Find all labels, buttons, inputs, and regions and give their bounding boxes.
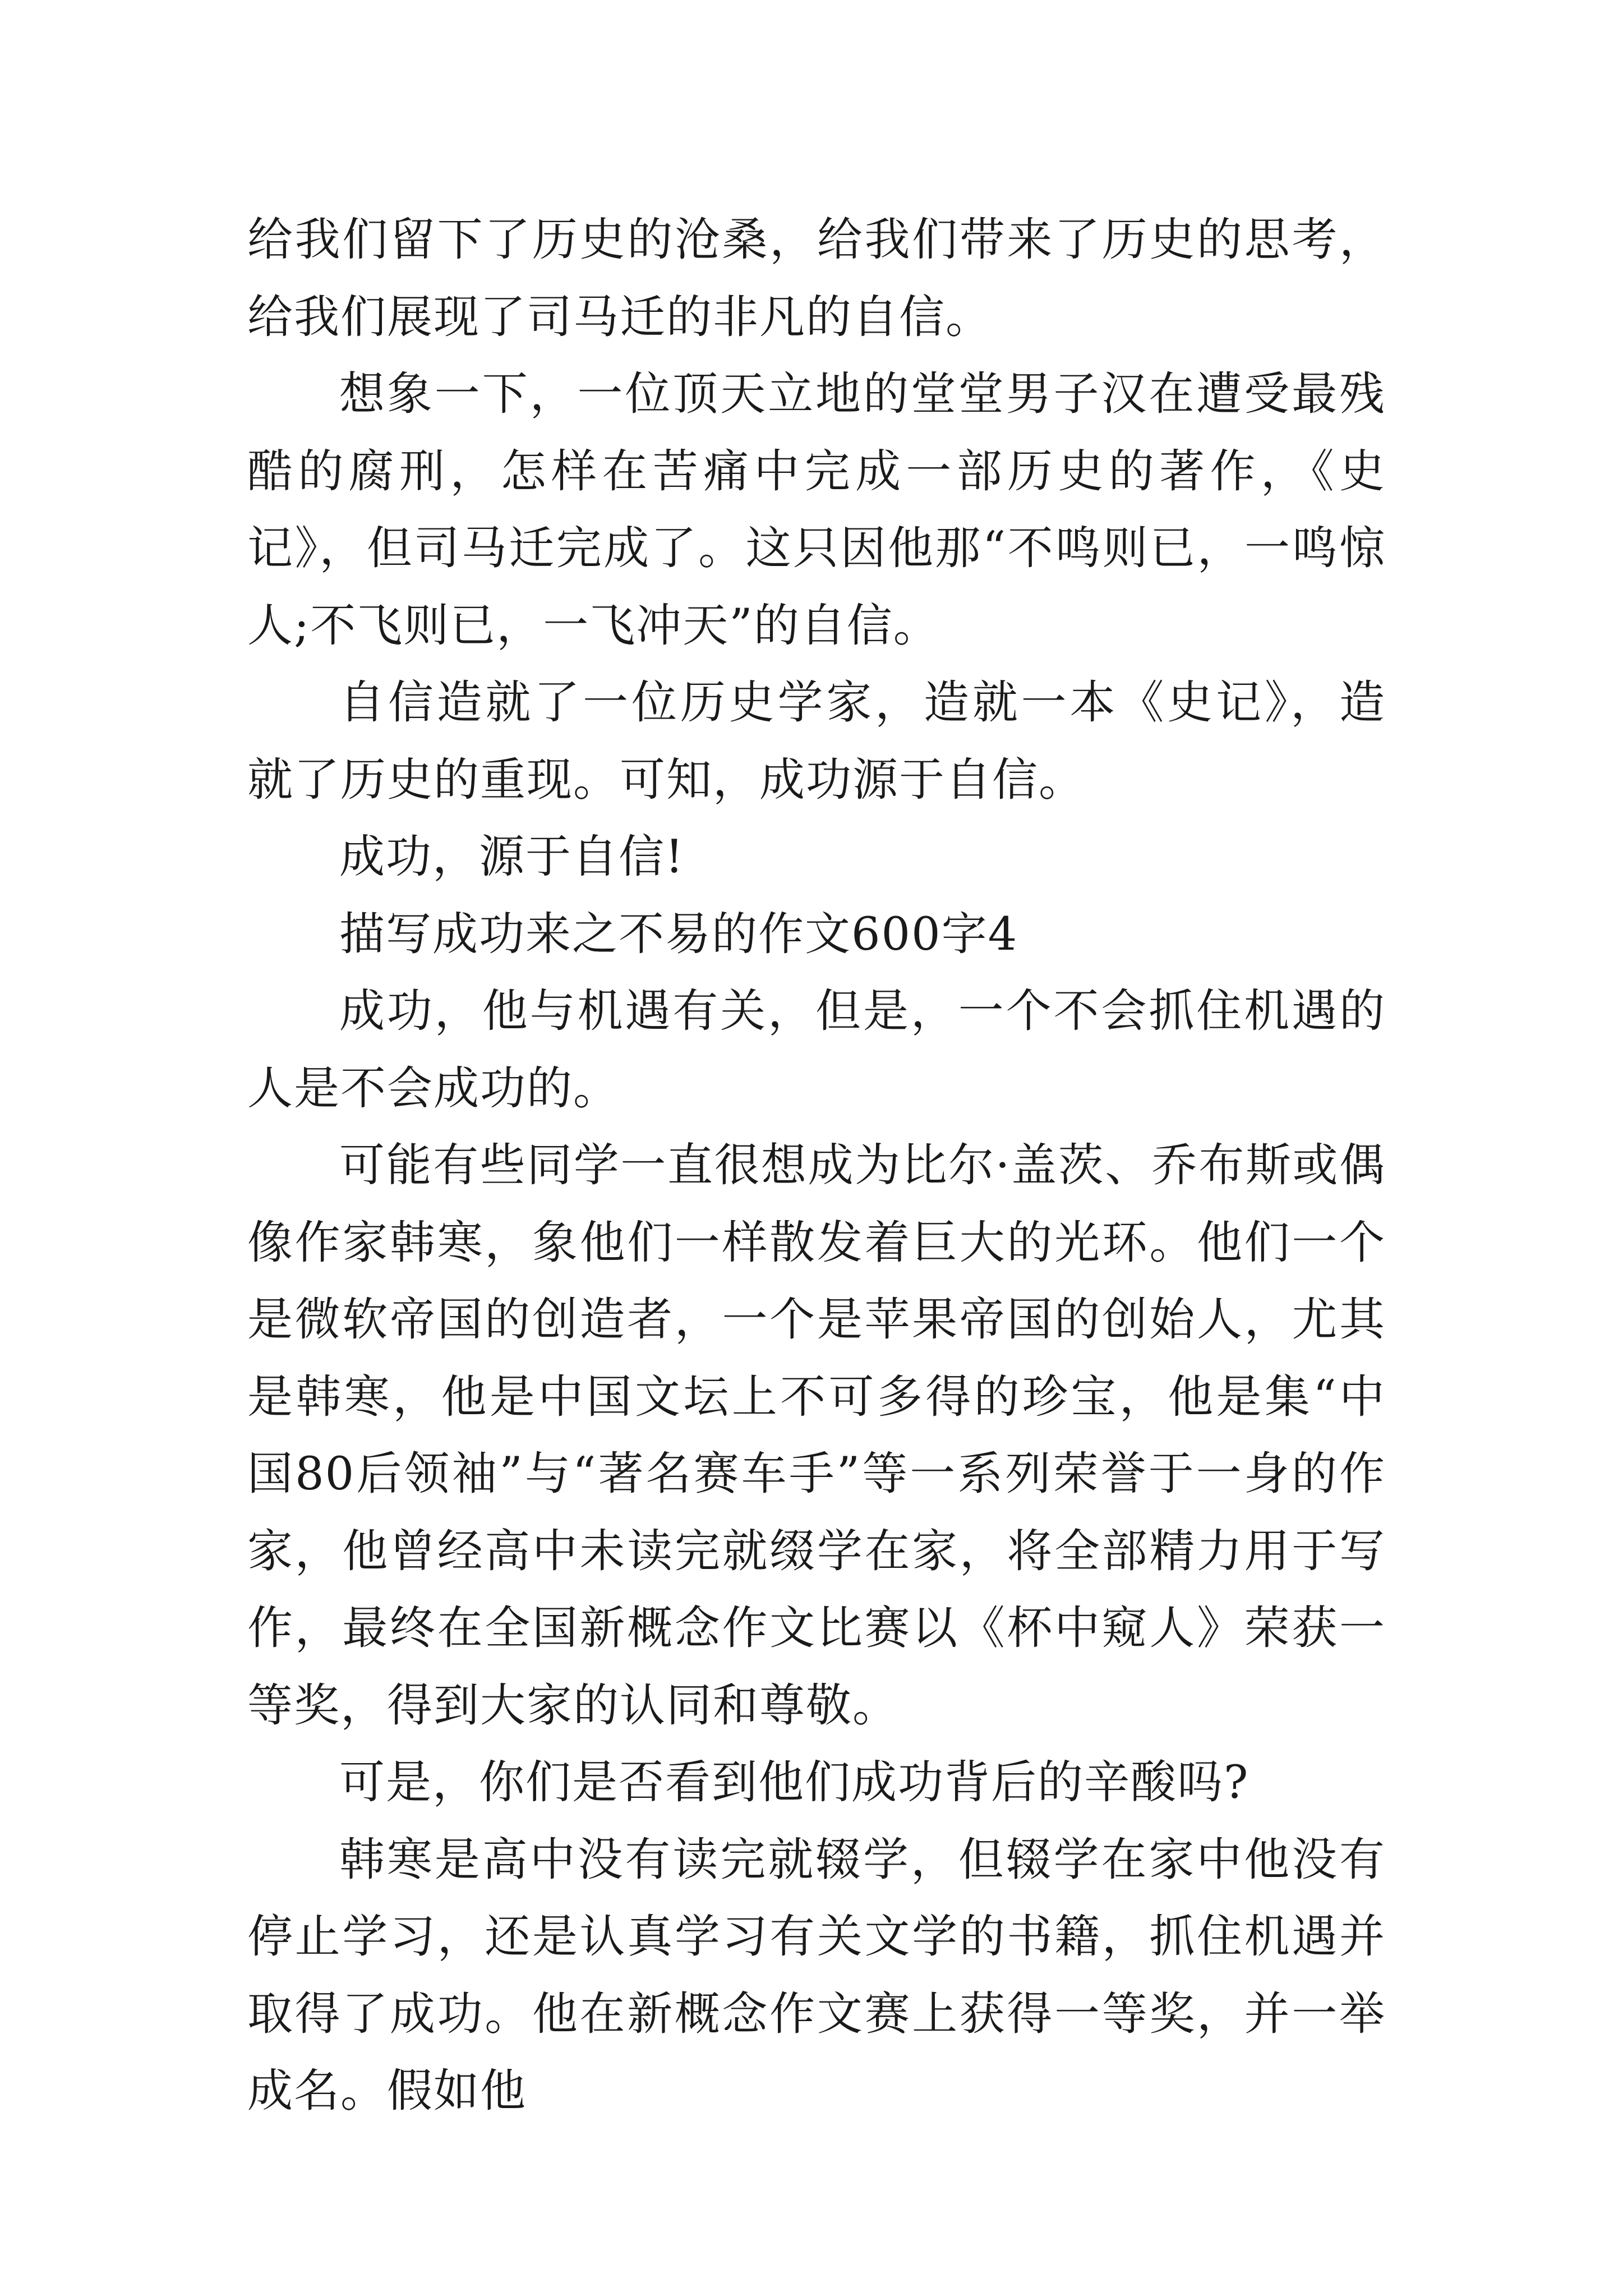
paragraph-han-han: 韩寒是高中没有读完就辍学，但辍学在家中他没有停止学习，还是认真学习有关文学的书籍，抓住机遇并取得了成功。他在新概念作文赛上获得一等奖，并一举成名。假如他 [247, 1833, 1386, 2118]
paragraph-opportunity: 成功，他与机遇有关，但是，一个不会抓住机遇的人是不会成功的。 [247, 985, 1386, 1115]
paragraph-question: 可是，你们是否看到他们成功背后的辛酸吗? [339, 1756, 1249, 1809]
paragraph-role-models: 可能有些同学一直很想成为比尔·盖茨、乔布斯或偶像作家韩寒，象他们一样散发着巨大的光环。他们一个是微软帝国的创造者，一个是苹果帝国的创始人，尤其是韩寒，他是中国文坛上不可多得的珍宝，他是集“中国80后领袖”与“著名赛车手”等一系列荣誉于一身的作家，他曾经高中未读完就缀学在家，将全部精力用于写作，最终在全国新概念作文比赛以《杯中窥人》荣获一等奖，得到大家的认同和尊敬。 [247, 1139, 1386, 1732]
essay-heading: 描写成功来之不易的作文600字4 [339, 908, 1018, 961]
paragraph-conclusion: 成功，源于自信! [339, 831, 685, 884]
paragraph-continuation: 给我们留下了历史的沧桑，给我们带来了历史的思考，给我们展现了司马迁的非凡的自信。 [247, 214, 1386, 344]
paragraph-confidence-historian: 自信造就了一位历史学家，造就一本《史记》，造就了历史的重现。可知，成功源于自信。 [247, 677, 1386, 807]
document-body [247, 202, 1386, 2131]
paragraph-sima-qian-imagine: 想象一下，一位顶天立地的堂堂男子汉在遭受最残酷的腐刑，怎样在苦痛中完成一部历史的著作，《史记》，但司马迁完成了。这只因他那“不鸣则已，一鸣惊人;不飞则已，一飞冲天”的自信。 [247, 368, 1386, 652]
